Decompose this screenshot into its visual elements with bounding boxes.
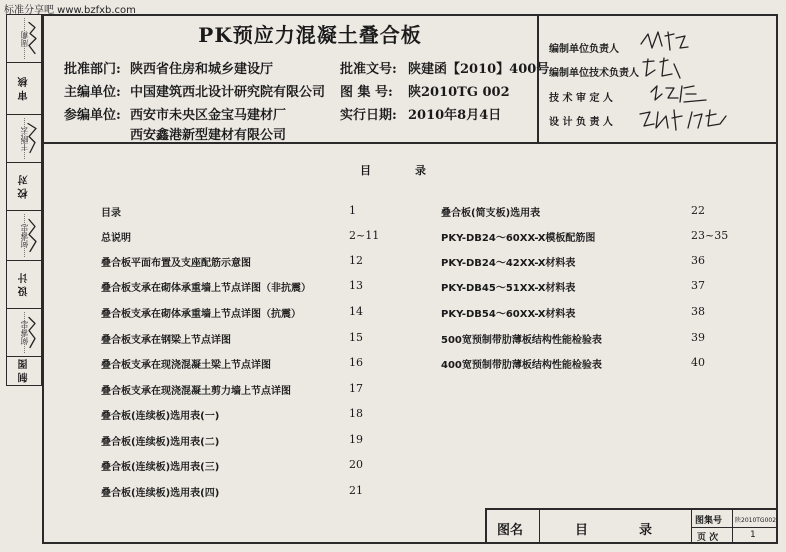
toc-item[interactable]: PKY-DB24～42XX-X材料表 36 bbox=[441, 254, 705, 269]
strip-check: 校 对 bbox=[6, 162, 42, 210]
toc-item[interactable]: 叠合板(简支板)选用表 22 bbox=[441, 204, 705, 219]
toc-item[interactable]: 总说明 2~11 bbox=[101, 229, 380, 244]
tb-page-value: 1 bbox=[750, 530, 756, 540]
signature-2 bbox=[640, 56, 684, 84]
toc-item[interactable]: PKY-DB24～60XX-X模板配筋图 23~35 bbox=[441, 229, 729, 244]
toc-item[interactable]: 叠合板(连续板)选用表(二) 19 bbox=[101, 433, 363, 448]
toc-item[interactable]: 叠合板(连续板)选用表(一) 18 bbox=[101, 407, 363, 422]
strip-design: 设 计 bbox=[6, 260, 42, 308]
toc-item[interactable]: 400宽预制带肋薄板结构性能检验表 40 bbox=[441, 356, 705, 371]
toc-item[interactable]: 叠合板(连续板)选用表(三) 20 bbox=[101, 458, 363, 473]
toc-item[interactable]: 叠合板(连续板)选用表(四) 21 bbox=[101, 484, 363, 499]
toc-item[interactable]: 500宽预制带肋薄板结构性能检验表 39 bbox=[441, 331, 705, 346]
toc-item[interactable]: PKY-DB45～51XX-X材料表 37 bbox=[441, 279, 705, 294]
signature-1 bbox=[638, 28, 690, 58]
co-unit-2: 西安鑫港新型建材有限公司 bbox=[130, 128, 287, 143]
toc-heading-1: 目 bbox=[360, 164, 371, 177]
tb-divider bbox=[539, 510, 540, 544]
main-unit-label: 主编单位: bbox=[64, 85, 121, 100]
strip-review: 审 核 bbox=[6, 62, 42, 114]
tb-name-1: 目 bbox=[575, 523, 589, 538]
co-unit-label: 参编单位: bbox=[64, 108, 121, 123]
strip-sign-2: 王晓云 bbox=[6, 114, 42, 162]
toc-item[interactable]: 叠合板平面布置及支座配筋示意图 12 bbox=[101, 254, 363, 269]
toc-left-column bbox=[101, 204, 401, 504]
resp-designer: 设 计 负 责 人 bbox=[549, 117, 613, 128]
toc-heading-2: 录 bbox=[415, 164, 426, 177]
toc-item[interactable]: 目录 1 bbox=[101, 204, 356, 219]
approve-dept-label: 批准部门: bbox=[64, 62, 121, 77]
approval-strip bbox=[3, 14, 42, 544]
tb-atlas-label: 图集号 bbox=[695, 516, 723, 526]
approve-dept: 陕西省住房和城乡建设厅 bbox=[130, 62, 274, 77]
header-divider bbox=[537, 16, 539, 142]
tb-name-2: 录 bbox=[639, 523, 653, 538]
toc-item[interactable]: 叠合板支承在砌体承重墙上节点详图（抗震） 14 bbox=[101, 305, 363, 320]
strip-sign-3: 何睿忠 bbox=[6, 210, 42, 260]
resp-unit-head: 编制单位负责人 bbox=[549, 44, 619, 55]
title-block bbox=[485, 508, 778, 544]
toc-item[interactable]: 叠合板支承在砌体承重墙上节点详图（非抗震） 13 bbox=[101, 279, 363, 294]
impl-date-label: 实行日期: bbox=[340, 108, 397, 123]
toc-item[interactable]: 叠合板支承在现浇混凝土梁上节点详图 16 bbox=[101, 356, 363, 371]
toc-item[interactable]: 叠合板支承在现浇混凝土剪力墙上节点详图 17 bbox=[101, 382, 363, 397]
watermark: 标准分享吧 www.bzfxb.com bbox=[4, 5, 136, 16]
approve-no: 陕建函【2010】400号 bbox=[408, 62, 550, 77]
strip-draw: 制 图 bbox=[6, 356, 42, 386]
atlas-title: PK预应力混凝土叠合板 bbox=[198, 23, 422, 47]
impl-date: 2010年8月4日 bbox=[408, 108, 502, 123]
tb-row-divider bbox=[692, 527, 778, 528]
approve-no-label: 批准文号: bbox=[340, 62, 397, 77]
tb-page-label: 页 次 bbox=[697, 533, 719, 543]
toc-right-column bbox=[441, 204, 741, 374]
strip-sign-4: 何睿忠 bbox=[6, 308, 42, 356]
tb-name-label: 图名 bbox=[497, 523, 524, 538]
atlas-no-label: 图 集 号: bbox=[340, 85, 393, 100]
toc-item[interactable]: PKY-DB54～60XX-X材料表 38 bbox=[441, 305, 705, 320]
resp-reviewer: 技 术 审 定 人 bbox=[549, 93, 613, 104]
toc-item[interactable]: 叠合板支承在钢梁上节点详图 15 bbox=[101, 331, 363, 346]
strip-sign-1: 周莉 bbox=[6, 14, 42, 62]
main-unit: 中国建筑西北设计研究院有限公司 bbox=[130, 85, 326, 100]
resp-tech-head: 编制单位技术负责人 bbox=[549, 68, 639, 79]
atlas-no: 陕2010TG 002 bbox=[408, 85, 510, 100]
signature-4 bbox=[636, 106, 736, 138]
tb-atlas-value: 陕2010TG002 bbox=[735, 517, 777, 524]
co-unit-1: 西安市未央区金宝马建材厂 bbox=[130, 108, 287, 123]
